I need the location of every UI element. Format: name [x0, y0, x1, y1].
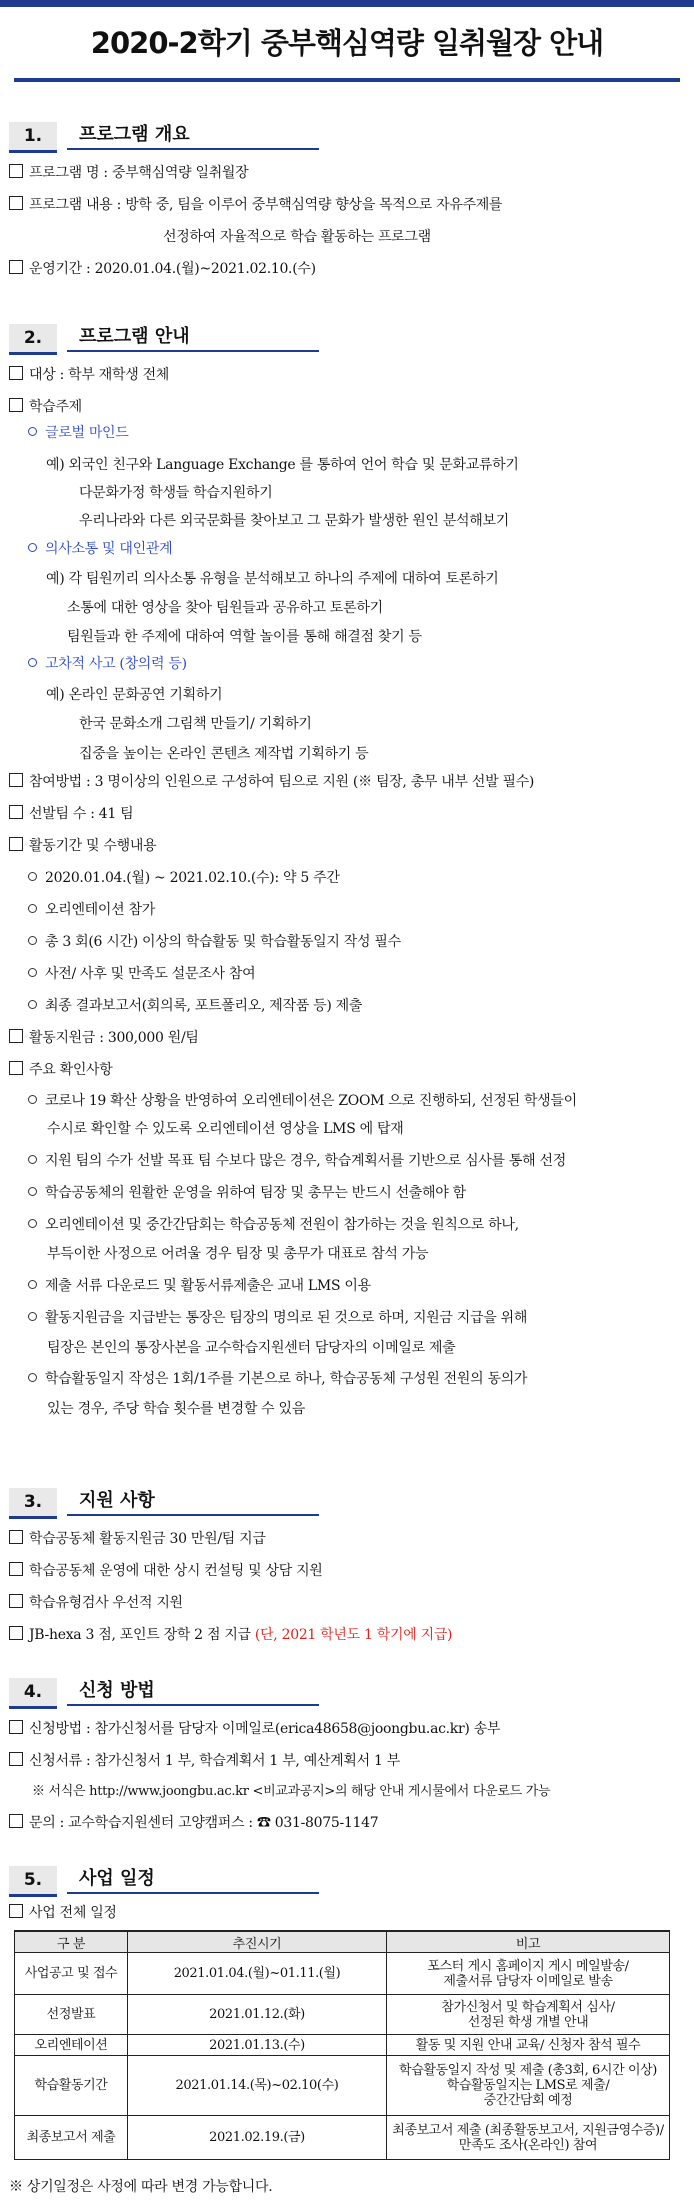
checkbox-icon — [9, 196, 23, 210]
checkbox-icon — [9, 366, 23, 380]
circle-bullet-icon — [28, 904, 37, 913]
activity-item-4: 사전/ 사후 및 만족도 설문조사 참여 — [28, 963, 255, 985]
activity-item-5: 최종 결과보고서(회의록, 포트폴리오, 제작품 등) 제출 — [28, 995, 362, 1017]
section-5-header — [9, 1864, 319, 1896]
circle-bullet-icon — [28, 1373, 37, 1382]
section-1-header — [9, 120, 319, 152]
section-2-title: 프로그램 안내 — [67, 324, 319, 352]
row-period: 2021.01.14.(목)~02.10(수) — [128, 2056, 387, 2116]
row-note: 학습활동일지 작성 및 제출 (총3회, 6시간 이상) 학습활동일지는 LMS로 제출/ 중간간담회 예정 — [387, 2056, 670, 2116]
page-title: 2020-2학기 중부핵심역량 일취월장 안내 — [14, 8, 680, 82]
checkbox-icon — [9, 1626, 23, 1640]
note-3: 학습공동체의 원활한 운영을 위하여 팀장 및 총무는 반드시 선출해야 함 — [28, 1182, 466, 1204]
participation-method: 참여방법 : 3 명이상의 인원으로 구성하여 팀으로 지원 (※ 팀장, 총무 내부 선발 필수) — [9, 771, 534, 793]
circle-bullet-icon — [28, 1280, 37, 1289]
section-1-number: 1. — [9, 122, 57, 153]
note-1: 코로나 19 확산 상황을 반영하여 오리엔테이션은 ZOOM 으로 진행하되, 선정된 학생들이 — [28, 1090, 577, 1112]
table-row — [15, 2116, 670, 2160]
global-example-1: 예) 외국인 친구와 Language Exchange 를 통하여 언어 학습 및 문화교류하기 — [46, 457, 519, 473]
section-3-title: 지원 사항 — [67, 1488, 319, 1516]
row-note: 참가신청서 및 학습계획서 심사/ 선정된 학생 개별 안내 — [387, 1995, 670, 2035]
circle-bullet-icon — [28, 1095, 37, 1104]
circle-bullet-icon — [28, 1000, 37, 1009]
overall-schedule: 사업 전체 일정 — [9, 1902, 117, 1924]
topic-creative: 고차적 사고 (창의력 등) — [28, 653, 187, 675]
note-4-cont: 부득이한 사정으로 어려울 경우 팀장 및 총무가 대표로 참석 가능 — [47, 1246, 429, 1262]
section-5-title: 사업 일정 — [67, 1866, 319, 1894]
note-6-cont: 팀장은 본인의 통장사본을 교수학습지원센터 담당자의 이메일로 제출 — [47, 1340, 456, 1356]
schedule-footnote: ※ 상기일정은 사정에 따라 변경 가능합니다. — [9, 2179, 273, 2195]
section-4-number: 4. — [9, 1678, 57, 1709]
support-3: 학습유형검사 우선적 지원 — [9, 1592, 183, 1614]
creative-example-2: 한국 문화소개 그림책 만들기/ 기획하기 — [79, 716, 312, 732]
topic-global: 글로벌 마인드 — [28, 422, 129, 444]
apply-method: 신청방법 : 참가신청서를 담당자 이메일로(erica48658@joongbu.ac.kr) 송부 — [9, 1718, 500, 1740]
creative-example-1: 예) 온라인 문화공연 기획하기 — [46, 687, 223, 703]
section-3-number: 3. — [9, 1488, 57, 1519]
section-3-header — [9, 1486, 319, 1518]
checkbox-icon — [9, 837, 23, 851]
activity-item-3: 총 3 회(6 시간) 이상의 학습활동 및 학습활동일지 작성 필수 — [28, 931, 401, 953]
row-note: 포스터 게시 홈페이지 게시 메일발송/ 제출서류 담당자 이메일로 발송 — [387, 1953, 670, 1995]
circle-bullet-icon — [28, 543, 37, 552]
row-period: 2021.01.04.(월)~01.11.(월) — [128, 1953, 387, 1995]
circle-bullet-icon — [28, 1187, 37, 1196]
note-7: 학습활동일지 작성은 1회/1주를 기본으로 하나, 학습공동체 구성원 전원의 동의가 — [28, 1368, 527, 1390]
col-header-note: 비고 — [387, 1931, 670, 1953]
circle-bullet-icon — [28, 658, 37, 667]
checkbox-icon — [9, 1814, 23, 1828]
section-4-title: 신청 방법 — [67, 1678, 319, 1706]
top-accent-bar — [0, 0, 694, 7]
note-1-cont: 수시로 확인할 수 있도록 오리엔테이션 영상을 LMS 에 탑재 — [47, 1121, 404, 1137]
global-example-2: 다문화가정 학생들 학습지원하기 — [79, 485, 273, 501]
row-category: 학습활동기간 — [15, 2056, 128, 2116]
table-row — [15, 1953, 670, 1995]
checkbox-icon — [9, 1720, 23, 1734]
form-download-note: ※ 서식은 http://www.joongbu.ac.kr <비교과공지>의 해당 안내 게시물에서 다운로드 가능 — [32, 1784, 551, 1799]
selected-teams: 선발팀 수 : 41 팀 — [9, 803, 133, 825]
note-2: 지원 팀의 수가 선발 목표 팀 수보다 많은 경우, 학습계획서를 기반으로 심사를 통해 선정 — [28, 1150, 566, 1172]
circle-bullet-icon — [28, 1155, 37, 1164]
section-2-header — [9, 322, 319, 354]
table-row — [15, 2056, 670, 2116]
note-7-cont: 있는 경우, 주당 학습 횟수를 변경할 수 있음 — [47, 1401, 306, 1417]
note-6: 활동지원금을 지급받는 통장은 팀장의 명의로 된 것으로 하며, 지원금 지급을 위해 — [28, 1307, 527, 1329]
row-period: 2021.02.19.(금) — [128, 2116, 387, 2160]
circle-bullet-icon — [28, 1219, 37, 1228]
row-note: 활동 및 지원 안내 교육/ 신청자 참석 필수 — [387, 2035, 670, 2056]
comm-example-2: 소통에 대한 영상을 찾아 팀원들과 공유하고 토론하기 — [67, 600, 383, 616]
circle-bullet-icon — [28, 968, 37, 977]
comm-example-3: 팀원들과 한 주제에 대하여 역할 놀이를 통해 해결점 찾기 등 — [67, 629, 422, 645]
support-2: 학습공동체 운영에 대한 상시 컨설팅 및 상담 지원 — [9, 1560, 323, 1582]
checkbox-icon — [9, 164, 23, 178]
support-4: JB-hexa 3 점, 포인트 장학 2 점 지급 (단, 2021 학년도 1 학기에 지급) — [9, 1624, 452, 1646]
note-4: 오리엔테이션 및 중간간담회는 학습공동체 전원이 참가하는 것을 원칙으로 하나, — [28, 1214, 519, 1236]
circle-bullet-icon — [28, 1312, 37, 1321]
support-4-note: (단, 2021 학년도 1 학기에 지급) — [254, 1627, 453, 1643]
contact: 문의 : 교수학습지원센터 고양캠퍼스 : ☎ 031-8075-1147 — [9, 1812, 378, 1834]
section-1-title: 프로그램 개요 — [67, 122, 319, 150]
target: 대상 : 학부 재학생 전체 — [9, 364, 169, 386]
checkbox-icon — [9, 1752, 23, 1766]
row-period: 2021.01.12.(화) — [128, 1995, 387, 2035]
table-row — [15, 1995, 670, 2035]
checkbox-icon — [9, 1029, 23, 1043]
activity-item-1: 2020.01.04.(월) ~ 2021.02.10.(수): 약 5 주간 — [28, 867, 340, 889]
key-notes: 주요 확인사항 — [9, 1059, 113, 1081]
row-period: 2021.01.13.(수) — [128, 2035, 387, 2056]
checkbox-icon — [9, 260, 23, 274]
table-row — [15, 2035, 670, 2056]
row-category: 선정발표 — [15, 1995, 128, 2035]
section-2-number: 2. — [9, 324, 57, 355]
activity-item-2: 오리엔테이션 참가 — [28, 899, 155, 921]
apply-docs: 신청서류 : 참가신청서 1 부, 학습계획서 1 부, 예산계획서 1 부 — [9, 1750, 400, 1772]
topic-communication: 의사소통 및 대인관계 — [28, 538, 172, 560]
creative-example-3: 집중을 높이는 온라인 콘텐츠 제작법 기획하기 등 — [79, 746, 369, 762]
checkbox-icon — [9, 398, 23, 412]
program-name: 프로그램 명 : 중부핵심역량 일취월장 — [9, 162, 248, 184]
activity-fund: 활동지원금 : 300,000 원/팀 — [9, 1027, 199, 1049]
program-content-cont: 선정하여 자율적으로 학습 활동하는 프로그램 — [163, 229, 431, 245]
checkbox-icon — [9, 805, 23, 819]
checkbox-icon — [9, 1061, 23, 1075]
col-header-category: 구 분 — [15, 1931, 128, 1953]
activity-period: 활동기간 및 수행내용 — [9, 835, 156, 857]
checkbox-icon — [9, 1594, 23, 1608]
section-5-number: 5. — [9, 1866, 57, 1897]
comm-example-1: 예) 각 팀원끼리 의사소통 유형을 분석해보고 하나의 주제에 대하여 토론하기 — [46, 571, 499, 587]
row-category: 사업공고 및 접수 — [15, 1953, 128, 1995]
checkbox-icon — [9, 773, 23, 787]
topic: 학습주제 — [9, 396, 82, 418]
checkbox-icon — [9, 1530, 23, 1544]
support-1: 학습공동체 활동지원금 30 만원/팀 지급 — [9, 1528, 266, 1550]
row-category: 오리엔테이션 — [15, 2035, 128, 2056]
circle-bullet-icon — [28, 872, 37, 881]
program-period: 운영기간 : 2020.01.04.(월)~2021.02.10.(수) — [9, 258, 316, 280]
checkbox-icon — [9, 1562, 23, 1576]
global-example-3: 우리나라와 다른 외국문화를 찾아보고 그 문화가 발생한 원인 분석해보기 — [79, 513, 509, 529]
schedule-table — [14, 1930, 670, 2160]
row-category: 최종보고서 제출 — [15, 2116, 128, 2160]
program-content: 프로그램 내용 : 방학 중, 팀을 이루어 중부핵심역량 향상을 목적으로 자유주제를 — [9, 194, 502, 216]
checkbox-icon — [9, 1904, 23, 1918]
row-note: 최종보고서 제출 (최종활동보고서, 지원금영수증)/ 만족도 조사(온라인) 참여 — [387, 2116, 670, 2160]
section-4-header — [9, 1676, 319, 1708]
circle-bullet-icon — [28, 427, 37, 436]
note-5: 제출 서류 다운로드 및 활동서류제출은 교내 LMS 이용 — [28, 1275, 371, 1297]
circle-bullet-icon — [28, 936, 37, 945]
col-header-period: 추진시기 — [128, 1931, 387, 1953]
